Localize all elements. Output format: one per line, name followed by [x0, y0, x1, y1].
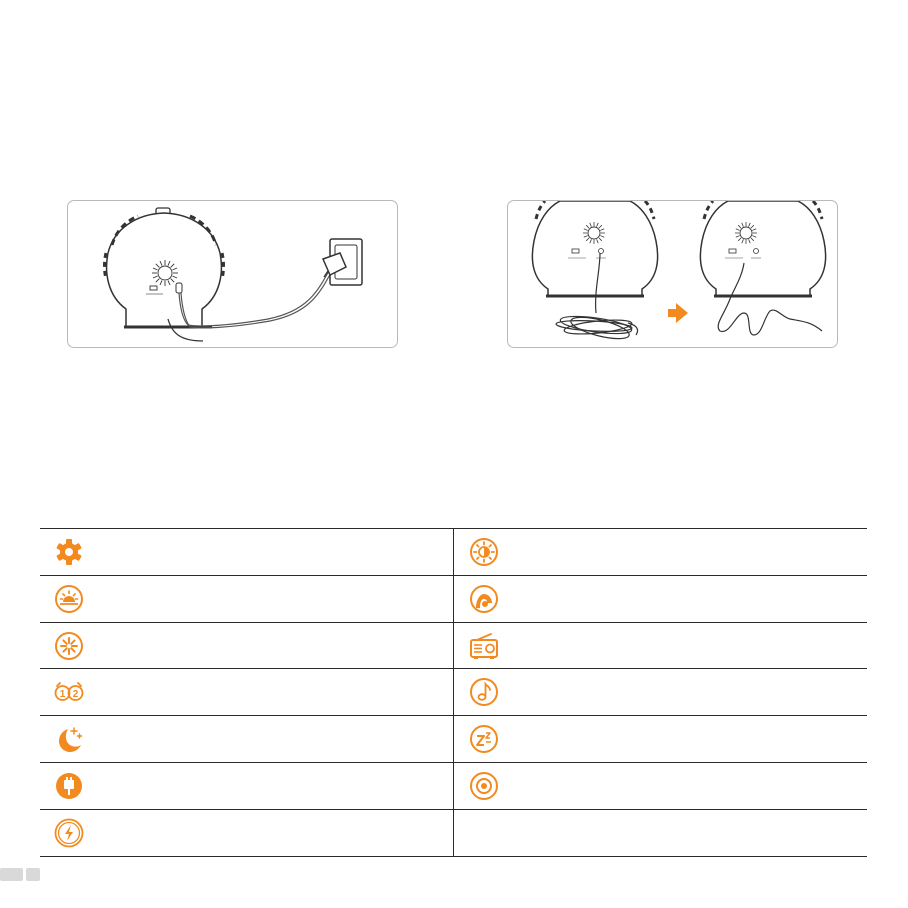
- device-plugged-into-wall-illustration: [68, 201, 397, 347]
- table-row: [40, 622, 453, 669]
- table-row: [454, 528, 867, 575]
- svg-text:1: 1: [59, 689, 66, 700]
- cable-untangle-figure: [507, 200, 838, 348]
- table-row-empty: [454, 809, 867, 856]
- table-row: [40, 575, 453, 622]
- sunrise-icon: [54, 584, 84, 614]
- table-row: [454, 622, 867, 669]
- light-burst-icon: [54, 631, 84, 661]
- radio-icon: [469, 631, 499, 661]
- brightness-icon: [469, 537, 499, 567]
- page-marker: [26, 868, 40, 881]
- table-row: [454, 715, 867, 762]
- table-row: [40, 762, 453, 809]
- table-row: [454, 762, 867, 809]
- table-row: [40, 668, 453, 715]
- target-icon: [469, 771, 499, 801]
- table-row: [40, 528, 453, 575]
- arrow-right-icon: [668, 303, 688, 323]
- table-row: [454, 668, 867, 715]
- dual-alarm-icon: [52, 677, 86, 707]
- snooze-icon: [469, 724, 499, 754]
- moon-icon: [54, 724, 84, 754]
- icon-legend-table: [40, 528, 867, 857]
- cable-untangle-illustration: [508, 201, 837, 347]
- power-bolt-icon: [54, 818, 84, 848]
- svg-text:2: 2: [72, 689, 79, 700]
- sunset-icon: [469, 584, 499, 614]
- power-connection-figure: [67, 200, 398, 348]
- page-marker: [0, 868, 23, 881]
- gear-icon: [54, 537, 84, 567]
- music-note-icon: [469, 677, 499, 707]
- table-row: [40, 715, 453, 762]
- table-row: [40, 809, 453, 856]
- usb-plug-icon: [54, 771, 84, 801]
- table-row: [454, 575, 867, 622]
